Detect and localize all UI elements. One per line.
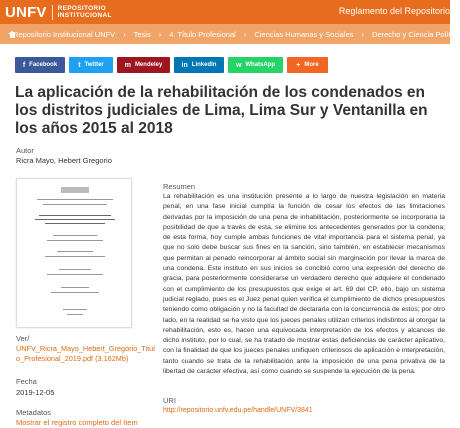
share-mendeley-button[interactable] [117, 57, 170, 73]
uri-link[interactable]: http://repositorio.unfv.edu.pe/handle/UNFV/3841 [163, 407, 313, 414]
thumbnail-text-line [53, 235, 97, 236]
share-twitter-label: Twitter [84, 62, 104, 68]
whatsapp-icon: w [235, 61, 242, 69]
date-value: 2019-12-05 [16, 388, 55, 397]
breadcrumb-separator: › [243, 29, 247, 39]
thumbnail-text-line [67, 314, 83, 315]
breadcrumb-separator: › [123, 29, 126, 39]
thumbnail-text-line [47, 274, 103, 275]
thumbnail-text-line [51, 292, 99, 293]
share-linkedin-label: LinkedIn [191, 62, 217, 68]
thumbnail-text-line [57, 251, 93, 252]
breadcrumb-item-ciencias[interactable]: Ciencias Humanas y Sociales [254, 29, 354, 39]
share-facebook-button[interactable] [15, 57, 65, 73]
share-whatsapp-label: WhatsApp [245, 62, 276, 68]
breadcrumb-item-tesis[interactable]: Tesis [133, 29, 151, 39]
share-bar [15, 57, 328, 73]
share-facebook-label: Facebook [29, 62, 58, 68]
breadcrumb-item-titulo[interactable]: 4. Título Profesional [169, 29, 236, 39]
logo-divider [52, 5, 53, 20]
thumbnail-text-line [45, 256, 105, 257]
document-thumbnail[interactable] [16, 178, 132, 328]
metadata-label: Metadatos [16, 408, 52, 417]
thumbnail-text-line [39, 215, 111, 216]
thumbnail-text-line [59, 269, 91, 270]
full-record-link[interactable]: Mostrar el registro completo del ítem [16, 418, 138, 427]
date-label: Fecha [16, 377, 37, 386]
logo-subtitle [58, 5, 112, 19]
item-title: La aplicación de la rehabilitación de los condenados en los distritos judiciales de Lima, Lima Sur y Ventanilla en los años 2015 al 2018 [15, 84, 428, 137]
thumbnail-logo [61, 187, 89, 193]
share-more-label: More [304, 62, 319, 68]
thumbnail-text-line [43, 204, 107, 205]
share-mendeley-label: Mendeley [134, 62, 163, 68]
abstract-text: La rehabilitación es una institución presente a lo largo de nuestra legislación en materia penal, en una fase inicial cumplía la función de cesar los efectos de las limitaciones derivadas por la imposición de una pena de inhabilitación, posteriormente se incorporaría la posibilidad de que a través de esta, se elimine los antecedentes generados por la condena; de esta forma, hoy cumple ambas funciones de vital importancia para el sistema penal, ya que no solo debe buscar sus fines en la sanción, sino también, en establecer mecanismos que permitan al penado reincorporar al ámbito social sin marginación por llevar la marca de una condena. Este instituto en sus inicios se concibió como una expresión del derecho de gracia, para posteriormente considerarse un verdadero derecho que adquiere el condenado con el cumplimiento de los presupuestos que exige el art. 69 del CP, ello, bajo un sistema judicial reglado, pues es el Juez penal quien verifica el cumplimiento de dichos presupuestos teniendo como obligación y no la facultad de declararla con la concurrencia de estos; por otro lado, en la realidad se ha visto que los jueces penales utilizan criterios indistintos al otorgar la rehabilitación, esto es, hacen una equivocada interpretación de los efectos y alcances de dicho instituto, por lo cual, se ha tratado de mostrar estas deficiencias de carácter aplicativo, con la finalidad de que los jueces penales unifiquen criteriosos de aplicación e interpretación, tanto cuando se trata de la rehabilitación ante la imposición de una pena privativa de la libertad de carácter efectiva, así como cuando se suspende la ejecución de la pena. [163, 193, 445, 376]
logo-sub-line1: REPOSITORIO [57, 5, 106, 12]
breadcrumb-separator: › [158, 29, 162, 39]
file-download-link[interactable]: UNFV_Ricra_Mayo_Hebert_Gregorio_Titulo_Profesional_2019.pdf (3.162Mb) [16, 344, 155, 363]
breadcrumb-item-derecho[interactable]: Derecho y Ciencia Política [372, 29, 460, 39]
share-more-button[interactable] [287, 57, 328, 73]
linkedin-icon: in [181, 61, 188, 69]
share-linkedin-button[interactable] [174, 57, 224, 73]
logo[interactable]: UNFV [5, 3, 47, 21]
plus-icon: + [296, 61, 301, 69]
breadcrumb-item-repositorio[interactable]: Repositorio Institucional UNFV [13, 29, 116, 39]
thumbnail-text-line [61, 287, 89, 288]
author-value[interactable]: Ricra Mayo, Hebert Gregorio [16, 156, 112, 165]
reglamento-link[interactable]: Reglamento del Repositorio [338, 6, 450, 16]
logo-sub-line2: INSTITUCIONAL [57, 12, 112, 19]
thumbnail-text-line [63, 309, 87, 310]
share-twitter-button[interactable] [69, 57, 113, 73]
breadcrumb-separator: › [361, 29, 365, 39]
files-label: Ver/ [16, 334, 30, 343]
top-header [0, 0, 450, 24]
abstract-label: Resumen [163, 182, 196, 191]
thumbnail-text-line [47, 240, 103, 241]
twitter-icon: t [78, 61, 81, 69]
uri-label: URI [163, 396, 176, 405]
thumbnail-text-line [37, 199, 113, 200]
author-label: Autor [16, 146, 34, 155]
share-whatsapp-button[interactable] [228, 57, 283, 73]
facebook-icon: f [22, 61, 26, 69]
thumbnail-text-line [35, 219, 115, 220]
mendeley-icon: m [124, 61, 131, 69]
thumbnail-text-line [45, 223, 105, 224]
breadcrumb [0, 24, 460, 44]
